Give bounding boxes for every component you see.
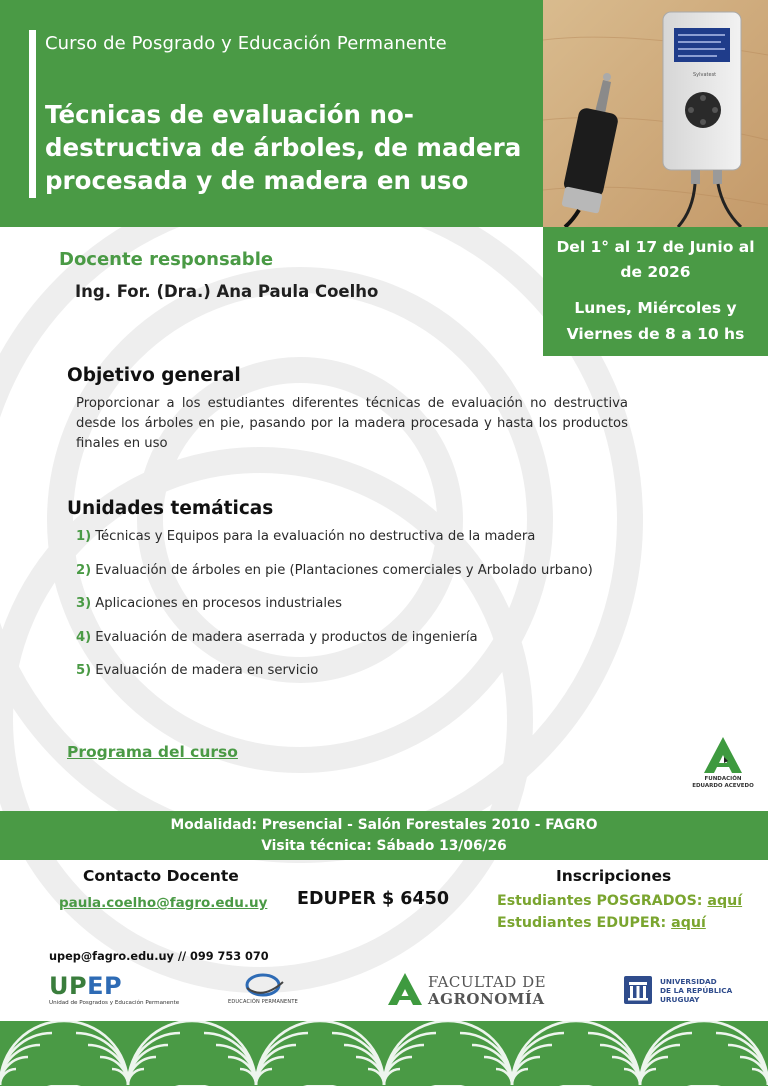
fagro-a-icon	[387, 972, 423, 1006]
list-item-text: Evaluación de madera en servicio	[95, 663, 319, 678]
upep-logo-part-a: UP	[49, 972, 88, 1000]
udelar-text	[660, 977, 732, 1004]
upep-logo-subtitle: Unidad de Posgrados y Educación Permanente	[49, 1000, 180, 1006]
modalidad-band	[0, 811, 768, 860]
fundacion-logo	[690, 733, 756, 795]
list-item	[76, 563, 726, 597]
modalidad-line: Modalidad: Presencial - Salón Forestales 2010 - FAGRO	[170, 817, 598, 833]
list-item-number: 3)	[76, 596, 92, 611]
device-photo	[543, 0, 768, 227]
list-item-number: 1)	[76, 529, 92, 544]
schedule-days: Lunes, Miércoles y Viernes de 8 a 10 hs	[566, 299, 745, 343]
fagro-line2: AGRONOMÍA	[428, 990, 545, 1008]
inscripcion-posgrado-label: Estudiantes POSGRADOS:	[497, 893, 708, 909]
docente-label: Docente responsable	[59, 249, 274, 270]
objetivo-title: Objetivo general	[67, 365, 241, 386]
educacion-permanente-text: EDUCACIÓN PERMANENTE	[228, 999, 298, 1005]
fundacion-a-icon	[690, 733, 756, 777]
list-item-text: Evaluación de madera aserrada y productos de ingeniería	[95, 629, 478, 645]
schedule-dates: Del 1° al 17 de Junio al de 2026	[556, 238, 755, 281]
list-item	[76, 663, 726, 697]
inscripcion-posgrado	[497, 893, 742, 909]
inscripcion-eduper-label: Estudiantes EDUPER:	[497, 915, 672, 931]
fundacion-line2: EDUARDO ACEVEDO	[692, 783, 754, 789]
list-item-number: 2)	[76, 562, 92, 578]
visita-line: Visita técnica: Sábado 13/06/26	[261, 838, 507, 854]
objetivo-text: Proporcionar a los estudiantes diferentes técnicas de evaluación no destructiva desde los árboles en pie, pasando por la madera procesada y hasta los productos finales en uso	[76, 396, 628, 451]
fagro-logo	[387, 972, 547, 1008]
schedule-box	[543, 227, 768, 356]
list-item	[76, 596, 726, 630]
upep-logo-part-b: EP	[87, 972, 123, 1000]
programa-link[interactable]: Programa del curso	[67, 743, 238, 761]
upep-logo-word	[49, 972, 122, 1000]
list-item-text: Aplicaciones en procesos industriales	[95, 596, 342, 611]
list-item	[76, 630, 726, 664]
udelar-logo	[623, 974, 733, 1008]
udelar-crest-icon	[623, 974, 653, 1006]
unidades-list	[76, 529, 726, 697]
list-item-number: 5)	[76, 663, 92, 678]
udelar-line1: UNIVERSIDAD	[660, 977, 717, 986]
contacto-email-link[interactable]: paula.coelho@fagro.edu.uy	[59, 895, 268, 911]
fagro-line1: FACULTAD DE	[428, 973, 547, 991]
list-item-number: 4)	[76, 629, 92, 645]
fundacion-logo-text	[690, 776, 756, 790]
fundacion-line1: FUNDACIÓN	[704, 776, 742, 782]
udelar-line3: URUGUAY	[660, 995, 700, 1004]
educacion-permanente-logo	[225, 972, 301, 1010]
device-brand-label: Sylvatest	[693, 72, 717, 78]
course-title: Técnicas de evaluación no-destructiva de árboles, de madera procesada y de madera en uso	[45, 100, 522, 195]
inscripciones-title: Inscripciones	[556, 867, 672, 885]
inscripcion-posgrado-link[interactable]: aquí	[707, 893, 743, 909]
footer-pattern	[0, 1021, 768, 1086]
list-item-text: Técnicas y Equipos para la evaluación no destructiva de la madera	[95, 529, 536, 544]
header-banner	[0, 0, 543, 227]
inscripcion-eduper-link[interactable]: aquí	[671, 915, 706, 931]
contacto-title: Contacto Docente	[83, 867, 239, 885]
header-accent-bar	[29, 30, 36, 198]
docente-name: Ing. For. (Dra.) Ana Paula Coelho	[75, 282, 379, 301]
udelar-line2: DE LA REPÚBLICA	[660, 986, 733, 995]
course-category: Curso de Posgrado y Educación Permanente	[45, 33, 447, 54]
upep-contact: upep@fagro.edu.uy // 099 753 070	[49, 950, 269, 963]
upep-logo	[49, 972, 180, 1010]
educacion-permanente-icon	[225, 972, 301, 998]
unidades-title: Unidades temáticas	[67, 498, 274, 519]
price-label: EDUPER $ 6450	[297, 889, 450, 909]
list-item-text: Evaluación de árboles en pie (Plantaciones comerciales y Arbolado urbano)	[95, 562, 593, 578]
inscripcion-eduper	[497, 915, 706, 931]
list-item	[76, 529, 726, 563]
